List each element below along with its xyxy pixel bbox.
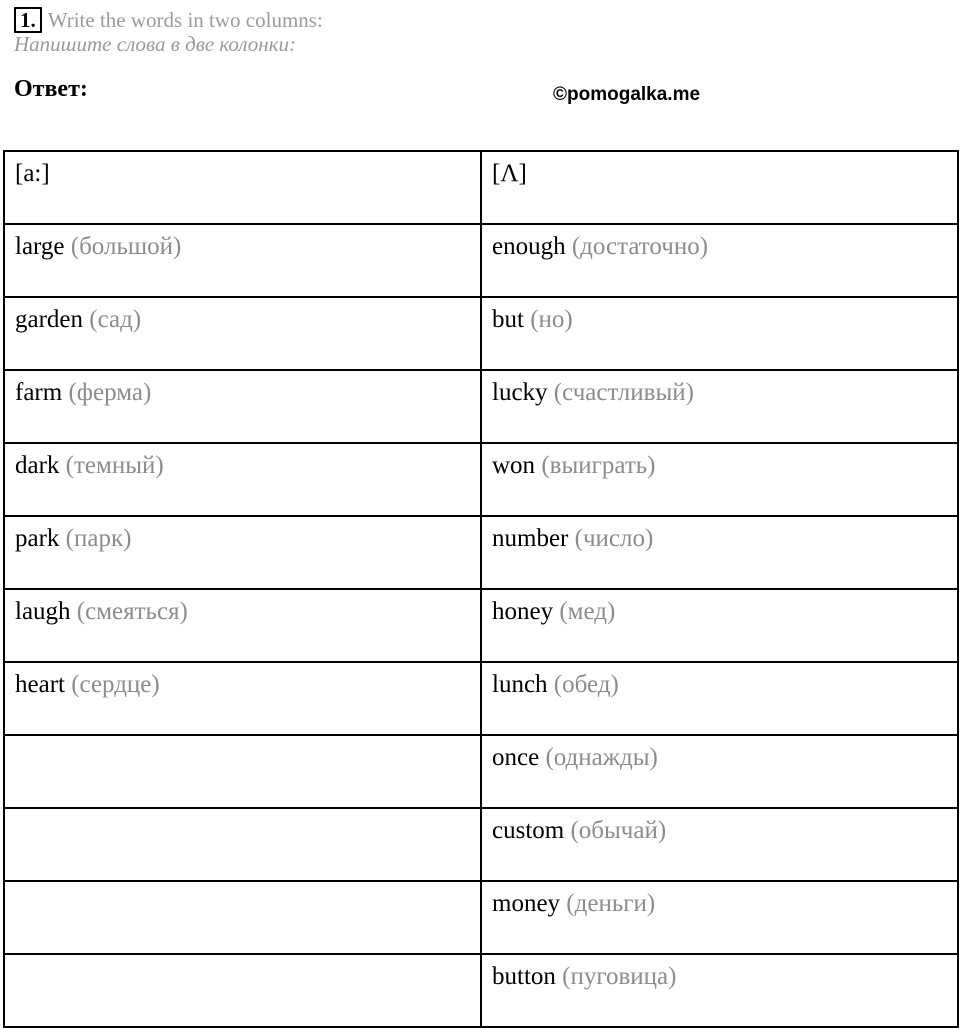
table-row <box>4 589 958 662</box>
russian-translation: (мед) <box>559 598 616 625</box>
right-word-cell <box>481 735 958 808</box>
english-word: custom <box>492 817 565 844</box>
english-word: button <box>492 963 556 990</box>
left-word-cell <box>4 808 481 881</box>
right-word-cell <box>481 224 958 297</box>
right-word-cell <box>481 881 958 954</box>
left-word-cell <box>4 516 481 589</box>
task-number: 1. <box>14 7 42 33</box>
russian-translation: (выиграть) <box>541 452 656 479</box>
russian-translation: (сад) <box>89 306 142 333</box>
english-word: park <box>15 525 60 552</box>
russian-translation: (счастливый) <box>553 379 694 406</box>
table-body <box>4 151 958 1027</box>
english-word: dark <box>15 452 60 479</box>
left-word-cell <box>4 589 481 662</box>
left-word-cell <box>4 224 481 297</box>
right-word-cell <box>481 954 958 1027</box>
russian-translation: (большой) <box>70 233 182 260</box>
watermark: ©pomogalka.me <box>553 84 701 105</box>
table-row <box>4 881 958 954</box>
right-word-cell <box>481 589 958 662</box>
right-word-cell <box>481 516 958 589</box>
table-row <box>4 224 958 297</box>
table-row <box>4 297 958 370</box>
russian-translation: (сердце) <box>71 671 160 698</box>
left-word-cell <box>4 443 481 516</box>
table-row <box>4 735 958 808</box>
english-word: large <box>15 233 65 260</box>
task-instruction-ru: Напишите слова в две колонки: <box>14 32 297 56</box>
left-word-cell <box>4 954 481 1027</box>
english-word: laugh <box>15 598 71 625</box>
english-word: farm <box>15 379 63 406</box>
task-instruction-en: Write the words in two columns: <box>47 7 323 32</box>
table-row <box>4 808 958 881</box>
english-word: lunch <box>492 671 548 698</box>
answer-label: Ответ: <box>14 76 88 102</box>
table-row <box>4 662 958 735</box>
header-cell-a: [a:] <box>4 151 481 224</box>
right-word-cell <box>481 662 958 735</box>
russian-translation: (обед) <box>553 671 619 698</box>
russian-translation: (парк) <box>65 525 132 552</box>
table-row <box>4 954 958 1027</box>
russian-translation: (деньги) <box>566 890 656 917</box>
english-word: enough <box>492 233 566 260</box>
russian-translation: (достаточно) <box>571 233 709 260</box>
table-row <box>4 370 958 443</box>
right-word-cell <box>481 443 958 516</box>
task-line <box>14 6 323 34</box>
right-word-cell <box>481 370 958 443</box>
left-word-cell <box>4 735 481 808</box>
english-word: lucky <box>492 379 548 406</box>
russian-translation: (смеяться) <box>76 598 188 625</box>
english-word: once <box>492 744 540 771</box>
russian-translation: (темный) <box>65 452 164 479</box>
english-word: won <box>492 452 536 479</box>
table-header-row <box>4 151 958 224</box>
english-word: garden <box>15 306 84 333</box>
russian-translation: (число) <box>574 525 654 552</box>
header-cell-lambda: [Λ] <box>481 151 958 224</box>
english-word: but <box>492 306 524 333</box>
left-word-cell <box>4 370 481 443</box>
russian-translation: (однажды) <box>545 744 658 771</box>
english-word: number <box>492 525 569 552</box>
english-word: honey <box>492 598 554 625</box>
left-word-cell <box>4 662 481 735</box>
table-row <box>4 443 958 516</box>
russian-translation: (ферма) <box>68 379 152 406</box>
words-table <box>3 150 959 1028</box>
russian-translation: (но) <box>530 306 573 333</box>
task-header <box>14 6 323 57</box>
right-word-cell <box>481 808 958 881</box>
english-word: heart <box>15 671 65 698</box>
left-word-cell <box>4 297 481 370</box>
russian-translation: (обычай) <box>570 817 667 844</box>
russian-translation: (пуговица) <box>562 963 677 990</box>
table-row <box>4 516 958 589</box>
left-word-cell <box>4 881 481 954</box>
right-word-cell <box>481 297 958 370</box>
english-word: money <box>492 890 561 917</box>
